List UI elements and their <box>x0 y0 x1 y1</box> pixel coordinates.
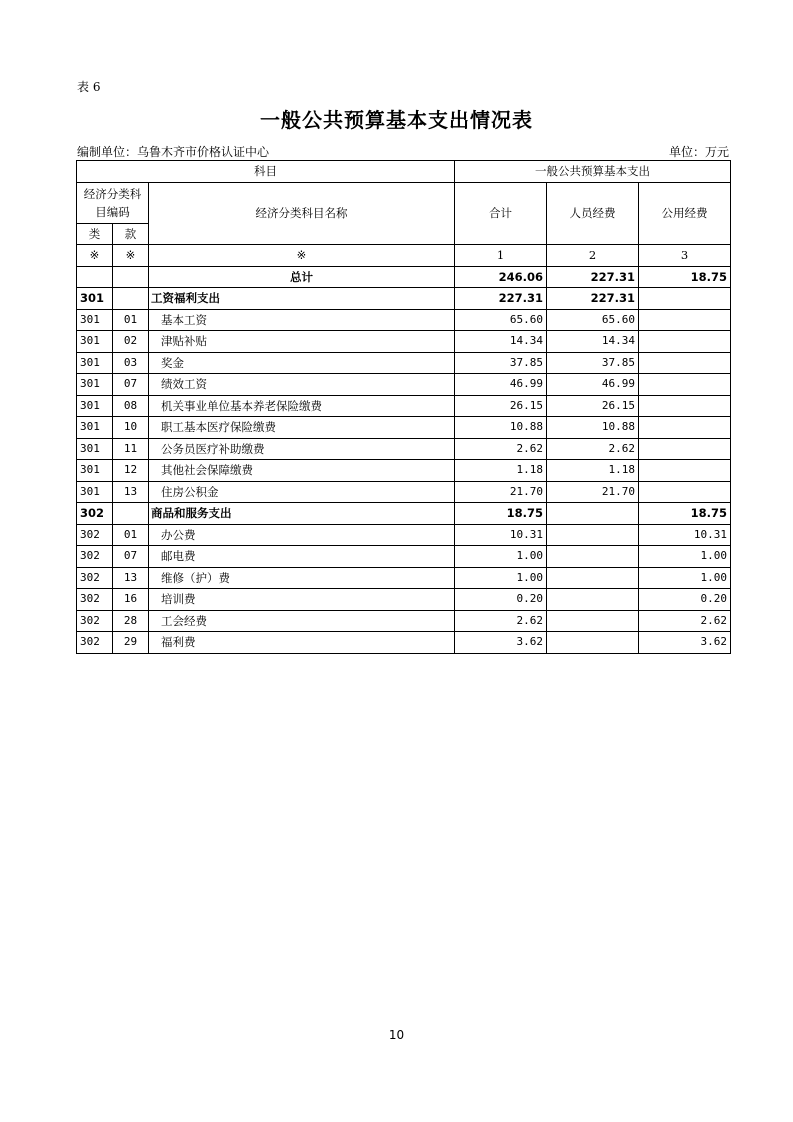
row-item: 07 <box>113 546 149 568</box>
total-row <box>77 266 731 288</box>
row-total: 1.00 <box>455 546 547 568</box>
row-class: 301 <box>77 481 113 503</box>
header-mark-name: ※ <box>149 245 455 267</box>
row-public: 3.62 <box>639 632 731 654</box>
row-personnel: 14.34 <box>547 331 639 353</box>
row-public <box>639 438 731 460</box>
row-personnel: 227.31 <box>547 288 639 310</box>
total-personnel: 227.31 <box>547 266 639 288</box>
header-total: 合计 <box>455 182 547 245</box>
row-name: 机关事业单位基本养老保险缴费 <box>149 395 455 417</box>
row-name: 基本工资 <box>149 309 455 331</box>
table-row <box>77 374 731 396</box>
row-total: 14.34 <box>455 331 547 353</box>
row-total: 0.20 <box>455 589 547 611</box>
table-row <box>77 610 731 632</box>
row-total: 18.75 <box>455 503 547 525</box>
row-public <box>639 331 731 353</box>
header-mark-class: ※ <box>77 245 113 267</box>
row-personnel <box>547 524 639 546</box>
row-item <box>113 503 149 525</box>
row-personnel <box>547 546 639 568</box>
header-row-2 <box>77 182 731 223</box>
row-name: 商品和服务支出 <box>149 503 455 525</box>
row-personnel: 65.60 <box>547 309 639 331</box>
row-name: 办公费 <box>149 524 455 546</box>
total-sum: 246.06 <box>455 266 547 288</box>
row-item: 02 <box>113 331 149 353</box>
header-class: 类 <box>77 223 113 245</box>
row-class: 301 <box>77 374 113 396</box>
row-personnel <box>547 632 639 654</box>
row-class: 302 <box>77 546 113 568</box>
row-class: 301 <box>77 460 113 482</box>
row-name: 津贴补贴 <box>149 331 455 353</box>
row-class: 302 <box>77 610 113 632</box>
header-personnel: 人员经费 <box>547 182 639 245</box>
row-name: 邮电费 <box>149 546 455 568</box>
row-public <box>639 288 731 310</box>
row-public <box>639 481 731 503</box>
row-total: 227.31 <box>455 288 547 310</box>
row-personnel: 46.99 <box>547 374 639 396</box>
row-item: 12 <box>113 460 149 482</box>
row-public <box>639 374 731 396</box>
row-personnel <box>547 567 639 589</box>
header-econ-name: 经济分类科目名称 <box>149 182 455 245</box>
row-personnel <box>547 503 639 525</box>
row-total: 37.85 <box>455 352 547 374</box>
row-name: 维修（护）费 <box>149 567 455 589</box>
row-personnel: 1.18 <box>547 460 639 482</box>
row-total: 2.62 <box>455 610 547 632</box>
row-public: 1.00 <box>639 546 731 568</box>
table-row <box>77 288 731 310</box>
row-name: 绩效工资 <box>149 374 455 396</box>
total-item <box>113 266 149 288</box>
header-index-personnel: 2 <box>547 245 639 267</box>
row-class: 301 <box>77 395 113 417</box>
row-public: 2.62 <box>639 610 731 632</box>
table-row <box>77 352 731 374</box>
row-class: 301 <box>77 438 113 460</box>
table-row <box>77 395 731 417</box>
table-row <box>77 481 731 503</box>
row-public: 0.20 <box>639 589 731 611</box>
row-class: 301 <box>77 309 113 331</box>
header-index-total: 1 <box>455 245 547 267</box>
header-row-4 <box>77 245 731 267</box>
row-item: 01 <box>113 309 149 331</box>
header-index-public: 3 <box>639 245 731 267</box>
row-item: 08 <box>113 395 149 417</box>
row-total: 1.18 <box>455 460 547 482</box>
row-name: 福利费 <box>149 632 455 654</box>
header-econ-code: 经济分类科目编码 <box>77 182 149 223</box>
row-class: 301 <box>77 417 113 439</box>
row-item: 03 <box>113 352 149 374</box>
table-row <box>77 632 731 654</box>
row-item: 11 <box>113 438 149 460</box>
row-total: 10.88 <box>455 417 547 439</box>
row-name: 奖金 <box>149 352 455 374</box>
row-item: 13 <box>113 481 149 503</box>
row-total: 46.99 <box>455 374 547 396</box>
row-item: 13 <box>113 567 149 589</box>
table-row <box>77 567 731 589</box>
row-item: 01 <box>113 524 149 546</box>
row-public: 10.31 <box>639 524 731 546</box>
table-row <box>77 589 731 611</box>
table-row <box>77 331 731 353</box>
row-item: 28 <box>113 610 149 632</box>
row-name: 公务员医疗补助缴费 <box>149 438 455 460</box>
table-row <box>77 309 731 331</box>
row-class: 301 <box>77 352 113 374</box>
budget-table <box>76 160 731 654</box>
header-mark-item: ※ <box>113 245 149 267</box>
row-name: 住房公积金 <box>149 481 455 503</box>
row-class: 301 <box>77 288 113 310</box>
row-total: 2.62 <box>455 438 547 460</box>
total-class <box>77 266 113 288</box>
row-public: 18.75 <box>639 503 731 525</box>
header-expense-group: 一般公共预算基本支出 <box>455 161 731 183</box>
row-item: 29 <box>113 632 149 654</box>
row-name: 工会经费 <box>149 610 455 632</box>
row-item <box>113 288 149 310</box>
row-total: 21.70 <box>455 481 547 503</box>
row-public <box>639 352 731 374</box>
row-class: 302 <box>77 503 113 525</box>
table-row <box>77 503 731 525</box>
row-personnel <box>547 589 639 611</box>
row-total: 3.62 <box>455 632 547 654</box>
table-row <box>77 546 731 568</box>
total-label: 总计 <box>149 266 455 288</box>
row-personnel: 26.15 <box>547 395 639 417</box>
row-total: 26.15 <box>455 395 547 417</box>
row-class: 301 <box>77 331 113 353</box>
row-public <box>639 417 731 439</box>
row-name: 职工基本医疗保险缴费 <box>149 417 455 439</box>
row-public <box>639 395 731 417</box>
row-item: 16 <box>113 589 149 611</box>
row-personnel: 2.62 <box>547 438 639 460</box>
row-public: 1.00 <box>639 567 731 589</box>
organization-label: 编制单位：乌鲁木齐市价格认证中心 <box>77 145 270 159</box>
page-number: 10 <box>388 1028 405 1042</box>
row-name: 其他社会保障缴费 <box>149 460 455 482</box>
header-item: 款 <box>113 223 149 245</box>
row-class: 302 <box>77 567 113 589</box>
unit-label: 单位：万元 <box>668 145 729 159</box>
page-title: 一般公共预算基本支出情况表 <box>260 108 533 132</box>
row-personnel: 21.70 <box>547 481 639 503</box>
header-public: 公用经费 <box>639 182 731 245</box>
row-item: 10 <box>113 417 149 439</box>
row-name: 培训费 <box>149 589 455 611</box>
header-subject: 科目 <box>77 161 455 183</box>
row-personnel: 37.85 <box>547 352 639 374</box>
row-public <box>639 460 731 482</box>
table-label: 表 6 <box>77 80 101 94</box>
row-public <box>639 309 731 331</box>
row-total: 65.60 <box>455 309 547 331</box>
row-class: 302 <box>77 632 113 654</box>
row-name: 工资福利支出 <box>149 288 455 310</box>
row-personnel: 10.88 <box>547 417 639 439</box>
row-personnel <box>547 610 639 632</box>
row-class: 302 <box>77 524 113 546</box>
row-class: 302 <box>77 589 113 611</box>
table-row <box>77 438 731 460</box>
row-total: 10.31 <box>455 524 547 546</box>
row-item: 07 <box>113 374 149 396</box>
total-public: 18.75 <box>639 266 731 288</box>
header-row-1 <box>77 161 731 183</box>
table-row <box>77 524 731 546</box>
row-total: 1.00 <box>455 567 547 589</box>
table-row <box>77 417 731 439</box>
table-row <box>77 460 731 482</box>
